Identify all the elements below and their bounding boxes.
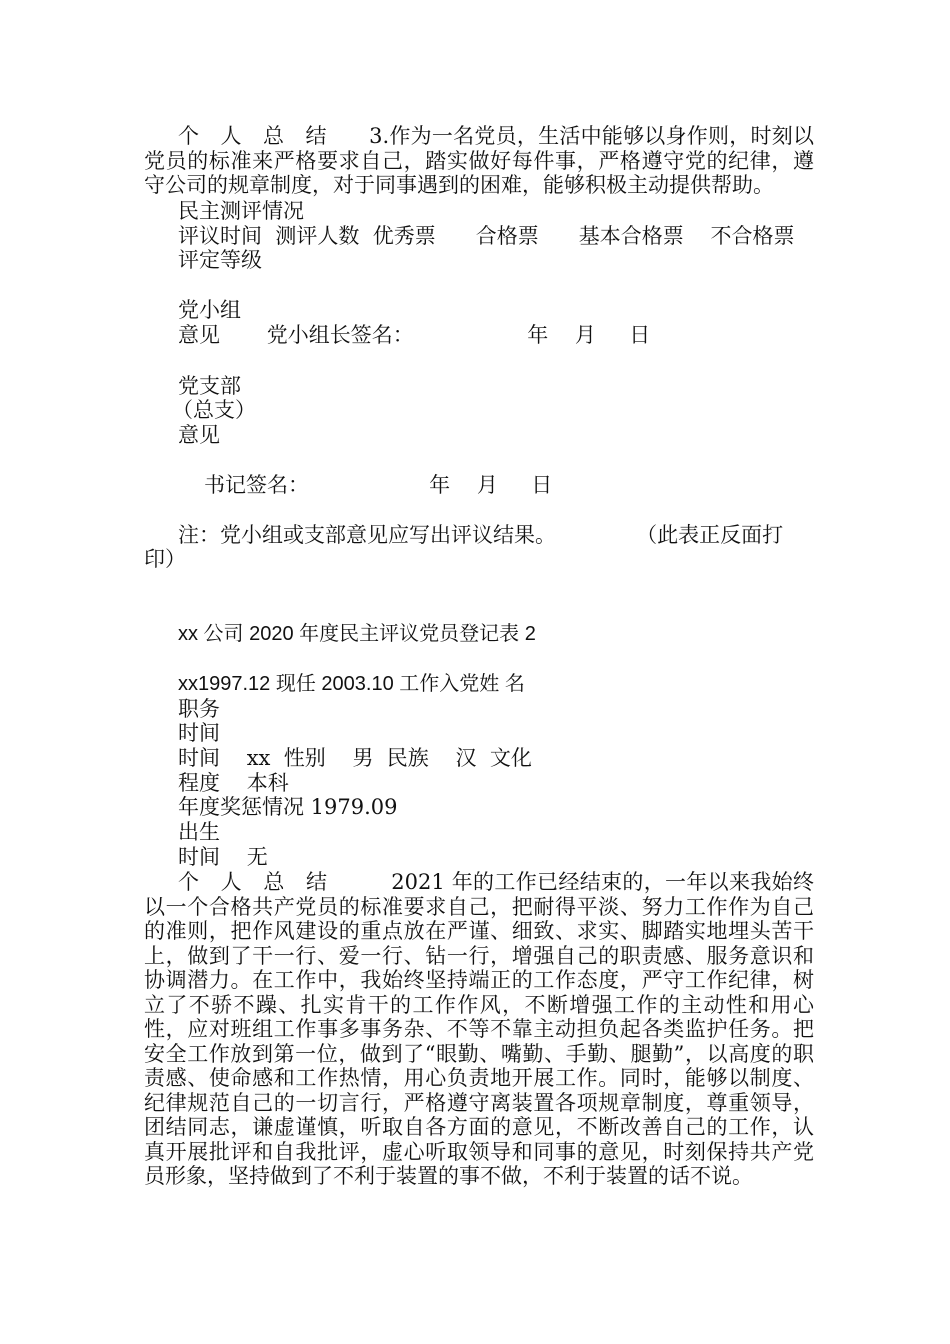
party-group-label: 党小组 [178,298,241,322]
form-row-2: 职务 [178,697,220,721]
evaluation-header: 评议时间 测评人数 优秀票 合格票 基本合格票 不合格票 [178,224,795,248]
evaluation-title: 民主测评情况 [178,199,304,223]
secretary-signature-line: 书记签名： 年 月 日 [204,473,553,497]
form-row-7: 出生 [178,820,220,844]
party-branch-opinion: 意见 [178,423,220,447]
form-row-3: 时间 [178,721,220,745]
party-group-opinion: 意见 党小组长签名： 年 月 日 [178,323,651,347]
form-row-5: 程度 本科 [178,771,289,795]
note-line-2: 印） [144,547,186,571]
form-row-6: 年度奖惩情况 1979.09 [178,795,398,819]
evaluation-grade-label: 评定等级 [178,248,262,272]
note-line-1: 注：党小组或支部意见应写出评议结果。 （此表正反面打 [178,523,784,547]
personal-summary-paragraph-1: 个 人 总 结 3.作为一名党员，生活中能够以身作则，时刻以党员的标准来严格要求自己，踏实做好每件事，严格遵守党的纪律，遵守公司的规章制度，对于同事遇到的困难，能够积极主动提供帮助。 [144,124,814,197]
party-branch-sub: （总支） [172,398,256,422]
form-row-4: 时间 xx 性别 男 民族 汉 文化 [178,746,532,770]
form-row-1: xx1997.12 现任 2003.10 工作入党姓 名 [178,673,525,695]
party-branch-label: 党支部 [178,374,241,398]
personal-summary-paragraph-2: 个 人 总 结 2021 年的工作已经结束的，一年以来我始终以一个合格共产党员的标准要求自己，把耐得平淡、努力工作作为自己的准则，把作风建设的重点放在严谨、细致、求实、脚踏实地埋头苦干上，做到了干一行、爱一行、钻一行，增强自己的职责感、服务意识和协调潜力。在工作中，我始终坚持端正的工作态度，严守工作纪律，树立了不骄不躁、扎实肯干的工作作风，不断增强工作的主动性和用心性，应对班组工作事多事务杂、不等不靠主动担负起各类监护任务。把安全工作放到第一位，做到了“眼勤、嘴勤、手勤、腿勤”，以高度的职责感、使命感和工作热情，用心负责地开展工作。同时，能够以制度、纪律规范自己的一切言行，严格遵守离装置各项规章制度，尊重领导，团结同志，谦虚谨慎，听取自各方面的意见，不断改善自己的工作，认真开展批评和自我批评，虚心听取领导和同事的意见，时刻保持共产党员形象，坚持做到了不利于装置的事不做，不利于装置的话不说。 [144,870,814,1188]
form-row-8: 时间 无 [178,845,268,869]
form-title: xx 公司 2020 年度民主评议党员登记表 2 [178,623,536,645]
